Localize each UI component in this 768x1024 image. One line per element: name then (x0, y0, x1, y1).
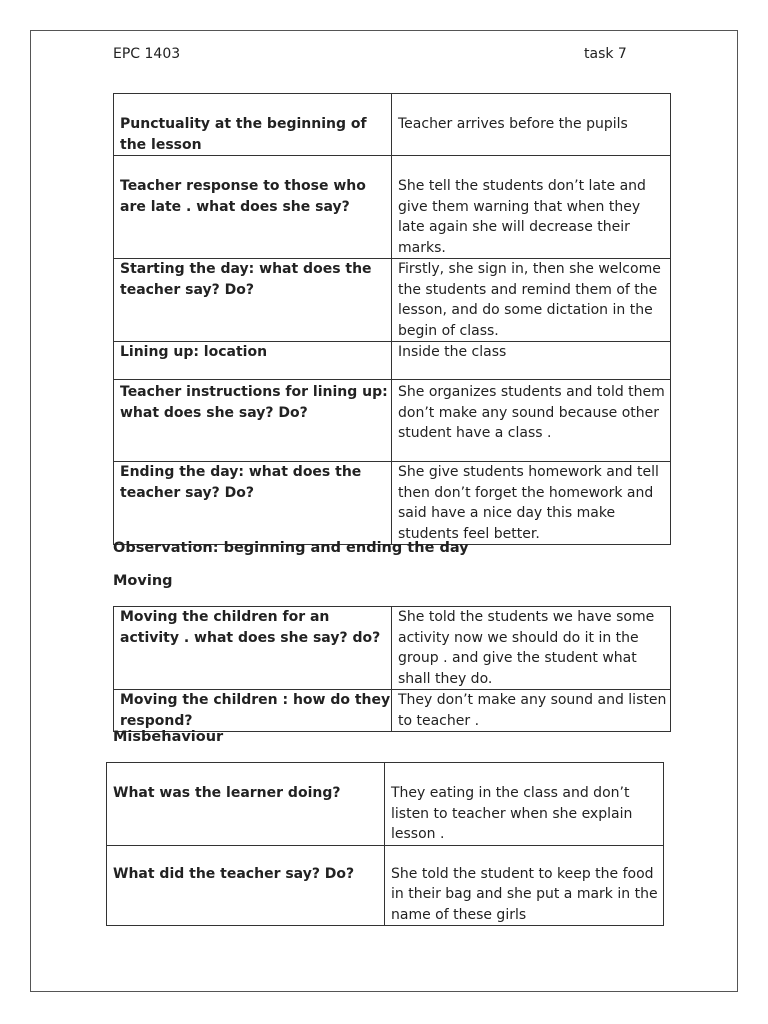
question-cell: Moving the children : how do they respond? (114, 690, 392, 732)
question-cell: Teacher instructions for lining up: what does she say? Do? (114, 380, 392, 462)
question-cell: Lining up: location (114, 342, 392, 380)
answer-cell: They don’t make any sound and listen to teacher . (392, 690, 671, 732)
answer-cell: Inside the class (392, 342, 671, 380)
table-row (114, 462, 671, 545)
task-label: task 7 (584, 46, 627, 62)
observation-table (113, 93, 671, 545)
answer-cell: She told the students we have some activity now we should do it in the group . and give the student what shall they do. (392, 607, 671, 690)
answer-cell: She organizes students and told them don’t make any sound because other student have a class . (392, 380, 671, 462)
table-row (114, 607, 671, 690)
question-cell: What was the learner doing? (107, 763, 385, 846)
observation-heading: Observation: beginning and ending the day (113, 540, 469, 556)
misbehaviour-heading: Misbehaviour (113, 729, 224, 745)
question-cell: What did the teacher say? Do? (107, 845, 385, 926)
question-cell: Punctuality at the beginning of the lesson (114, 94, 392, 156)
course-code: EPC 1403 (113, 46, 181, 62)
table-row (114, 156, 671, 259)
table-row (114, 94, 671, 156)
moving-table (113, 606, 671, 732)
answer-cell: Firstly, she sign in, then she welcome the students and remind them of the lesson, and do some dictation in the begin of class. (392, 259, 671, 342)
question-cell: Starting the day: what does the teacher say? Do? (114, 259, 392, 342)
answer-cell: She give students homework and tell then don’t forget the homework and said have a nice day this make students feel better. (392, 462, 671, 545)
moving-heading: Moving (113, 573, 173, 589)
table-row (114, 380, 671, 462)
answer-cell: She told the student to keep the food in their bag and she put a mark in the name of these girls (385, 845, 664, 926)
answer-cell: She tell the students don’t late and give them warning that when they late again she will decrease their marks. (392, 156, 671, 259)
table-row (114, 690, 671, 732)
answer-cell: Teacher arrives before the pupils (392, 94, 671, 156)
table-row (107, 763, 664, 846)
table-row (114, 259, 671, 342)
question-cell: Moving the children for an activity . what does she say? do? (114, 607, 392, 690)
table-row (107, 845, 664, 926)
table-row (114, 342, 671, 380)
misbehaviour-table (106, 762, 664, 926)
question-cell: Teacher response to those who are late . what does she say? (114, 156, 392, 259)
answer-cell: They eating in the class and don’t listen to teacher when she explain lesson . (385, 763, 664, 846)
question-cell: Ending the day: what does the teacher say? Do? (114, 462, 392, 545)
